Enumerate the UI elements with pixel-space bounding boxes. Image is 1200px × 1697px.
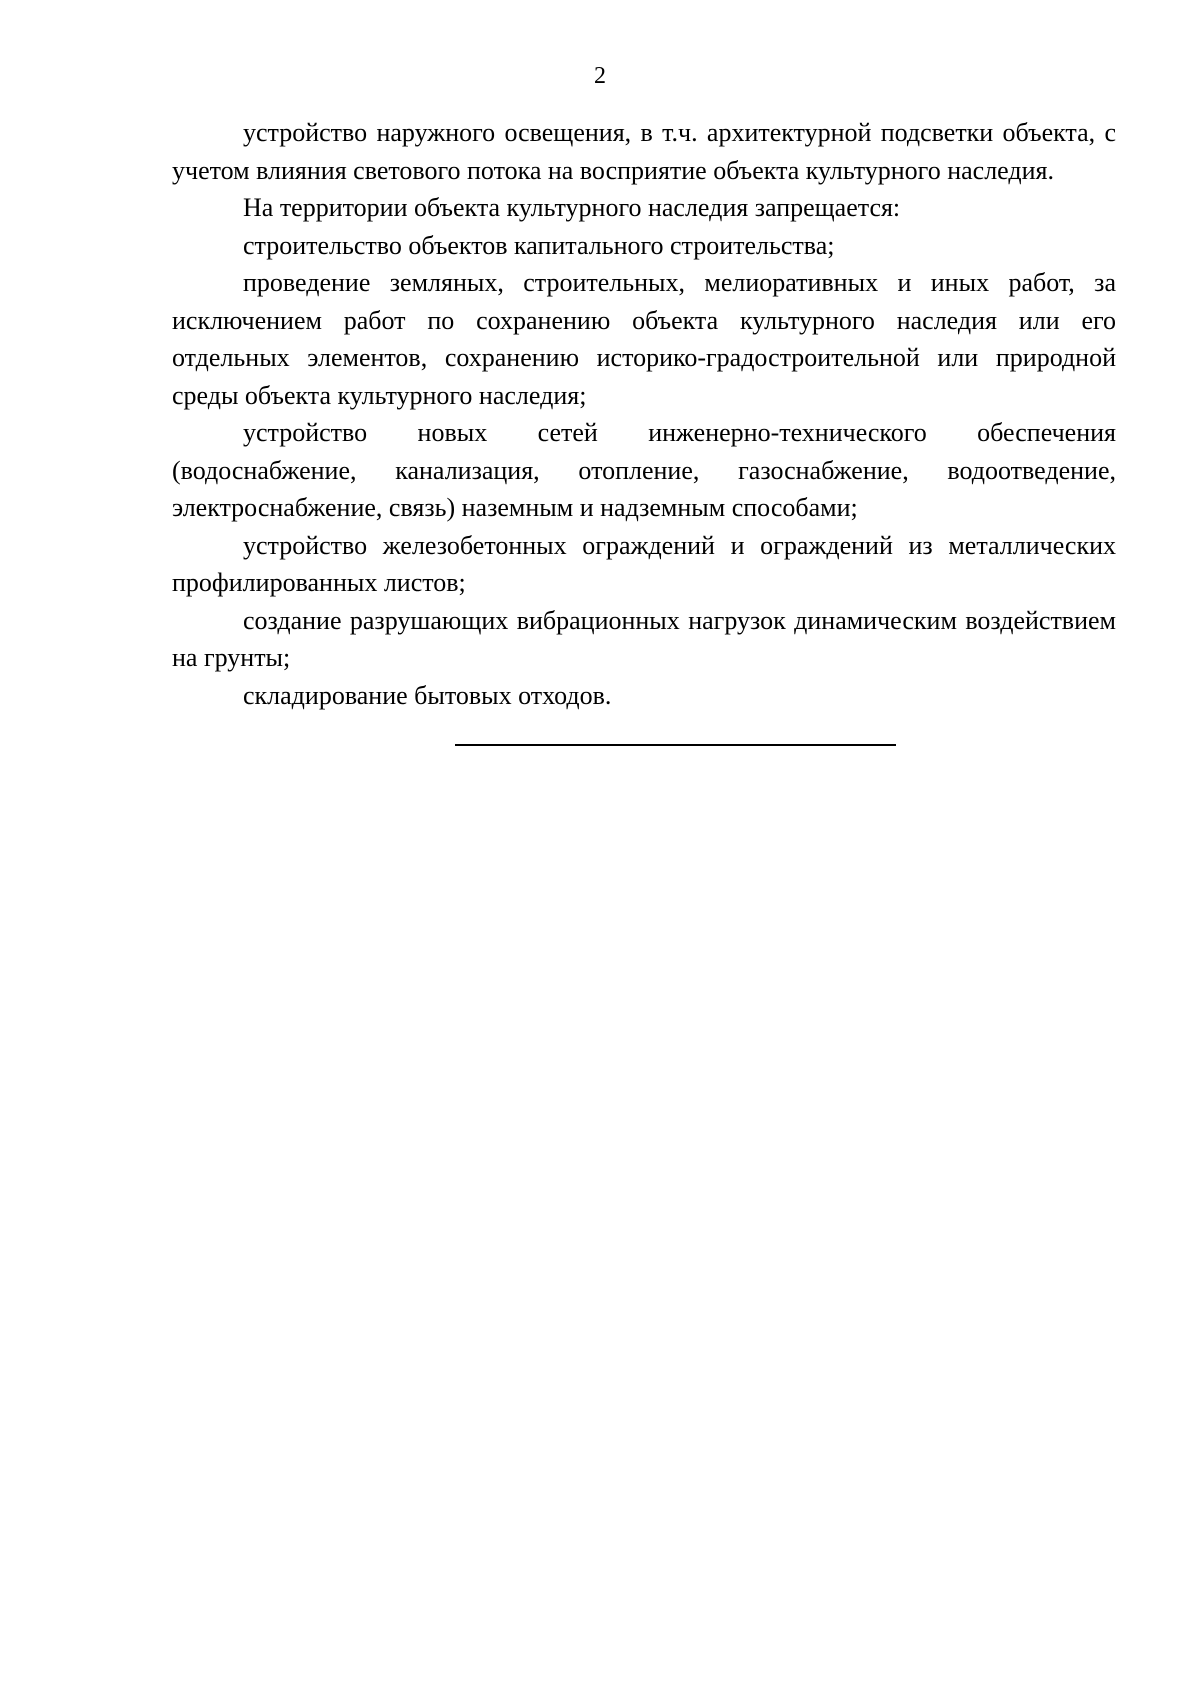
document-body	[172, 114, 1116, 746]
paragraph-fences: устройство железобетонных ограждений и ограждений из металлических профилированных листов;	[172, 530, 1116, 597]
page-number: 2	[594, 63, 606, 89]
paragraph-vibration-loads: создание разрушающих вибрационных нагрузок динамическим воздействием на грунты;	[172, 605, 1116, 672]
closing-rule	[455, 744, 896, 746]
paragraph-prohibitions-heading: На территории объекта культурного наследия запрещается:	[243, 193, 901, 222]
paragraph-waste-storage: складирование бытовых отходов.	[243, 680, 612, 710]
paragraph-outdoor-lighting: устройство наружного освещения, в т.ч. архитектурной подсветки объекта, с учетом влияния светового потока на восприятие объекта культурного наследия.	[172, 118, 1116, 185]
paragraph-earthworks: проведение земляных, строительных, мелиоративных и иных работ, за исключением работ по сохранению объекта культурного наследия или его отдельных элементов, сохранению историко-градостроительной или природной среды объекта культурного наследия;	[172, 268, 1116, 410]
paragraph-capital-construction: строительство объектов капитального строительства;	[243, 230, 835, 260]
paragraph-utility-networks: устройство новых сетей инженерно-технического обеспечения (водоснабжение, канализация, отопление, газоснабжение, водоотведение, электроснабжение, связь) наземным и надземным способами;	[172, 418, 1116, 522]
